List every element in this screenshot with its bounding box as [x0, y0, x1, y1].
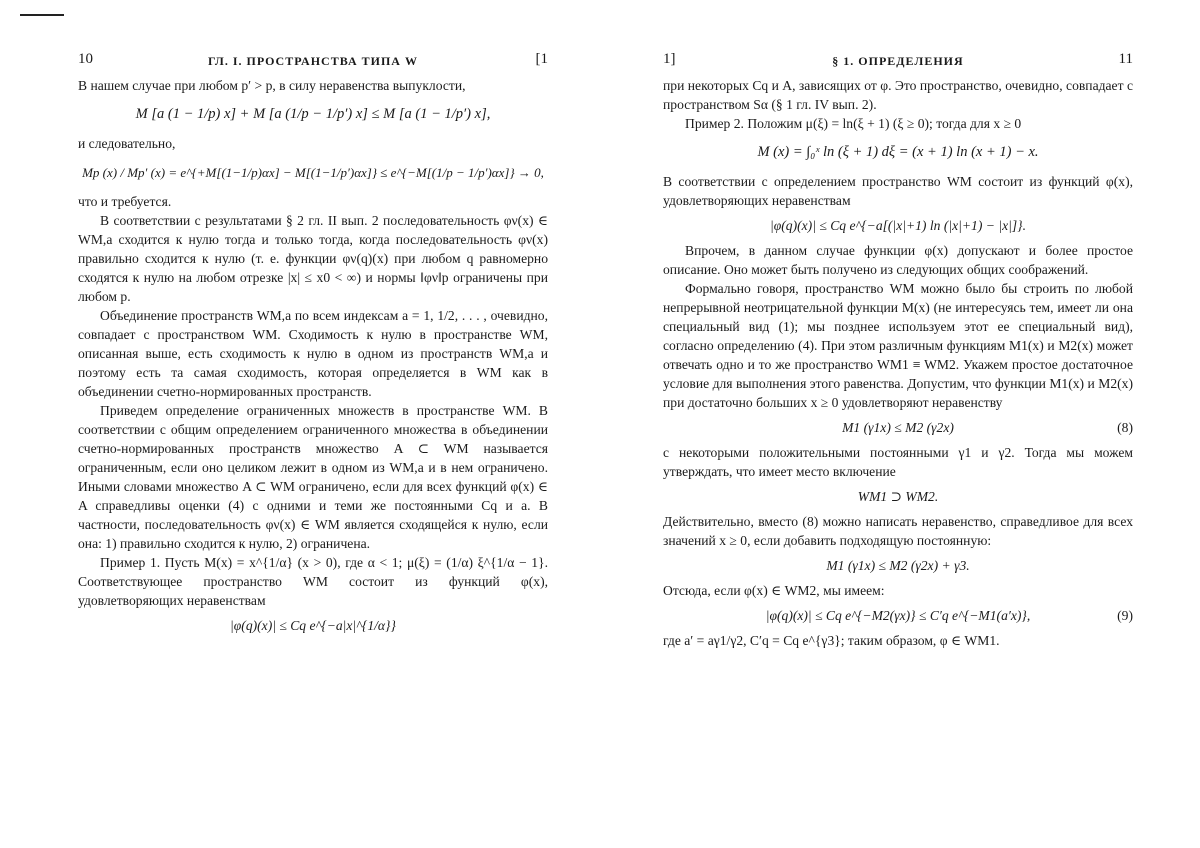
formula: M1 (γ1x) ≤ M2 (γ2x) + γ3. — [826, 558, 970, 573]
paragraph: Впрочем, в данном случае функции φ(x) допускают и более простое описание. Оно может быть получено из следующих общих соображений. — [663, 243, 1133, 277]
equation-number: (8) — [1117, 420, 1133, 435]
right-page-number: 11 — [1118, 51, 1133, 67]
paragraph: Отсюда, если φ(x) ∈ WM2, мы имеем: — [663, 583, 885, 598]
right-page — [663, 50, 1133, 650]
paragraph: Формально говоря, пространство WM можно было бы строить по любой непрерывной неотрицательной функции M(x) (не интересуясь тем, имеет ли она специальный вид (1); мы позднее используем этот ее специальный вид), согласно определению (4). При этом различным функциям M1(x) и M2(x) может отвечать одно и то же пространство WM1 ≡ WM2. Укажем простое достаточное условие для выполнения этого равенства. Допустим, что функции M1(x) и M2(x) при достаточно больших x ≥ 0 удовлетворяют неравенству — [663, 281, 1133, 410]
right-page-header — [663, 50, 1133, 76]
paragraph: где a′ = aγ1/γ2, C′q = Cq e^{γ3}; таким образом, φ ∈ WM1. — [663, 633, 1000, 648]
paragraph: Пример 2. Положим μ(ξ) = ln(ξ + 1) (ξ ≥ 0); тогда для x ≥ 0 — [685, 116, 1022, 131]
formula: |φ(q)(x)| ≤ Cq e^{−M2(γx)} ≤ C′q e^{−M1(a′x)}, — [765, 608, 1031, 623]
left-page-number: 10 — [78, 51, 93, 67]
paragraph: что и требуется. — [78, 194, 172, 209]
left-running-title: ГЛ. I. ПРОСТРАНСТВА ТИПА W — [208, 54, 418, 68]
formula: |φ(q)(x)| ≤ Cq e^{−a|x|^{1/α}} — [230, 618, 396, 633]
paragraph: Действительно, вместо (8) можно написать неравенство, справедливое для всех значений x ≥ 0, если добавить подходящую постоянную: — [663, 514, 1133, 548]
right-running-title: § 1. ОПРЕДЕЛЕНИЯ — [832, 54, 964, 68]
right-section-mark: 1] — [663, 51, 676, 67]
formula: WM1 ⊃ WM2. — [857, 489, 939, 504]
paragraph: Пример 1. Пусть M(x) = x^{1/α} (x > 0), где α < 1; μ(ξ) = (1/α) ξ^{1/α − 1}. Соответствующее пространство WM состоит из функций φ(x), удовлетворяющих неравенствам — [78, 555, 548, 608]
paragraph: В соответствии с определением пространство WM состоит из функций φ(x), удовлетворяющих неравенствам — [663, 174, 1133, 208]
left-section-mark: [1 — [535, 51, 548, 67]
left-page — [78, 50, 548, 641]
numbered-formula — [663, 418, 1133, 437]
formula: M1 (γ1x) ≤ M2 (γ2x) — [842, 420, 954, 435]
numbered-formula — [663, 606, 1133, 625]
formula: Mp (x) / Mp′ (x) = e^{+M[(1−1/p)αx] − M[(1−1/p′)αx]} ≤ e^{−M[(1/p − 1/p′)αx]} → 0, — [82, 165, 544, 180]
paragraph: Объединение пространств WM,a по всем индексам a = 1, 1/2, . . . , очевидно, совпадает с пространством WM. Сходимость к нулю в пространстве WM, описанная выше, есть сходимость к нулю в одном из пространств WM,a и поэтому есть та самая сходимость, которая определяется в WM как в объединении счетно-нормированных пространств. — [78, 308, 548, 399]
paragraph: при некоторых Cq и A, зависящих от φ. Это пространство, очевидно, совпадает с пространством Sα (§ 1 гл. IV вып. 2). — [663, 78, 1133, 112]
left-page-header — [78, 50, 548, 76]
decorative-rule — [20, 14, 64, 16]
paragraph: с некоторыми положительными постоянными γ1 и γ2. Тогда мы можем утверждать, что имеет место включение — [663, 445, 1133, 479]
equation-number: (9) — [1117, 608, 1133, 623]
paragraph: В соответствии с результатами § 2 гл. II вып. 2 последовательность φν(x) ∈ WM,a сходится к нулю тогда и только тогда, когда последовательность φν(x) правильно сходится к нулю (т. е. функции φν(q)(x) при любом q равномерно сходятся к нулю на любом отрезке |x| ≤ x0 < ∞) и нормы ‖φν‖p ограничены при любом p. — [78, 213, 548, 304]
paragraph: и следовательно, — [78, 136, 176, 151]
paragraph: В нашем случае при любом p′ > p, в силу неравенства выпуклости, — [78, 78, 466, 93]
formula: M [a (1 − 1/p) x] + M [a (1/p − 1/p′) x] ≤ M [a (1 − 1/p′) x], — [135, 106, 491, 122]
formula: |φ(q)(x)| ≤ Cq e^{−a[(|x|+1) ln (|x|+1) − |x|]}. — [770, 218, 1026, 233]
formula: M (x) = ∫₀ˣ ln (ξ + 1) dξ = (x + 1) ln (x + 1) − x. — [757, 144, 1039, 160]
paragraph: Приведем определение ограниченных множеств в пространстве WM. В соответствии с общим определением ограниченного множества в объединении счетно-нормированных пространств множество A ⊂ WM называется ограниченным, если оно целиком лежит в одном из WM,a и в нем ограничено. Иными словами множество A ⊂ WM ограничено, если для всех функций φ(x) ∈ A справедливы оценки (4) с одними и теми же постоянными Cq и a. В частности, последовательность φν(x) ∈ WM является сходящейся к нулю, если она: 1) правильно сходится к нулю, 2) ограничена. — [78, 403, 548, 551]
